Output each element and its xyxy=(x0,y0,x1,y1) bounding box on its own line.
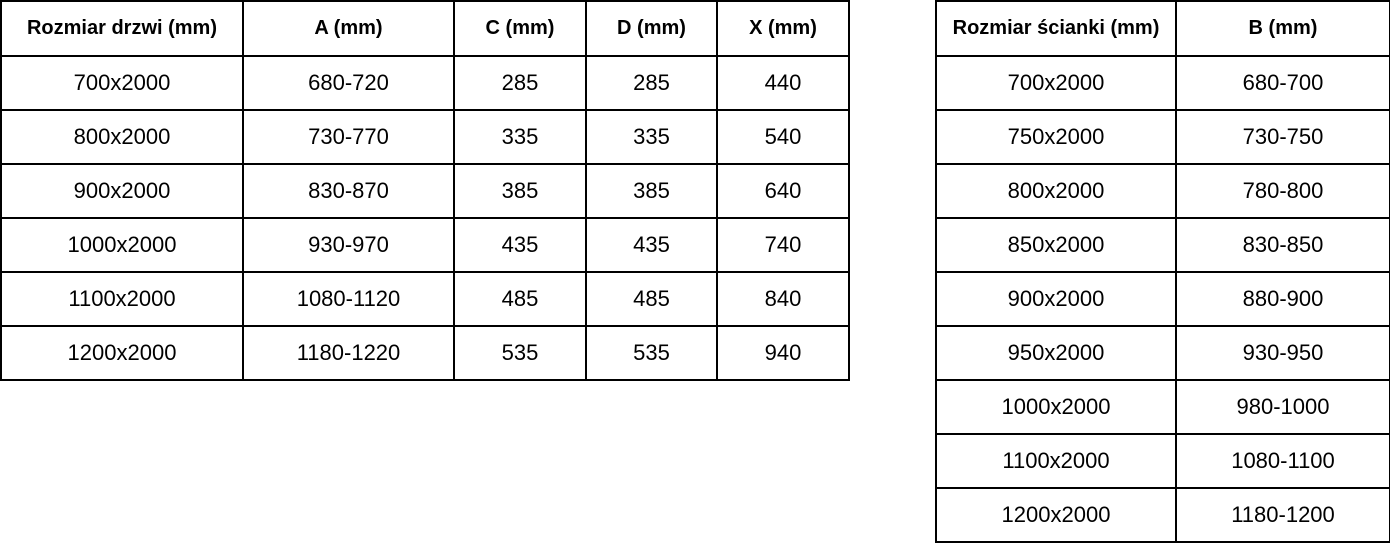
cell-d-value: 435 xyxy=(586,218,717,272)
cell-x-value: 540 xyxy=(717,110,849,164)
wall-table-header-size: Rozmiar ścianki (mm) xyxy=(936,1,1176,56)
cell-d-value: 285 xyxy=(586,56,717,110)
cell-door-size: 900x2000 xyxy=(1,164,243,218)
cell-x-value: 940 xyxy=(717,326,849,380)
cell-a-value: 680-720 xyxy=(243,56,454,110)
cell-c-value: 435 xyxy=(454,218,586,272)
cell-d-value: 485 xyxy=(586,272,717,326)
table-row xyxy=(936,56,1390,110)
table-row xyxy=(1,272,849,326)
table-row xyxy=(936,110,1390,164)
cell-a-value: 1080-1120 xyxy=(243,272,454,326)
table-row xyxy=(1,326,849,380)
door-table-header-row xyxy=(1,1,849,56)
cell-wall-size: 750x2000 xyxy=(936,110,1176,164)
table-row xyxy=(1,218,849,272)
cell-d-value: 385 xyxy=(586,164,717,218)
cell-b-value: 930-950 xyxy=(1176,326,1390,380)
cell-wall-size: 950x2000 xyxy=(936,326,1176,380)
cell-b-value: 880-900 xyxy=(1176,272,1390,326)
cell-b-value: 780-800 xyxy=(1176,164,1390,218)
cell-b-value: 1080-1100 xyxy=(1176,434,1390,488)
cell-b-value: 730-750 xyxy=(1176,110,1390,164)
cell-c-value: 285 xyxy=(454,56,586,110)
cell-door-size: 700x2000 xyxy=(1,56,243,110)
cell-a-value: 730-770 xyxy=(243,110,454,164)
door-table-header-c: C (mm) xyxy=(454,1,586,56)
door-table-header-size: Rozmiar drzwi (mm) xyxy=(1,1,243,56)
cell-wall-size: 1200x2000 xyxy=(936,488,1176,542)
door-size-table xyxy=(0,0,850,381)
door-table-header-d: D (mm) xyxy=(586,1,717,56)
cell-c-value: 485 xyxy=(454,272,586,326)
cell-door-size: 800x2000 xyxy=(1,110,243,164)
cell-d-value: 535 xyxy=(586,326,717,380)
table-row xyxy=(936,380,1390,434)
cell-door-size: 1000x2000 xyxy=(1,218,243,272)
cell-door-size: 1200x2000 xyxy=(1,326,243,380)
cell-a-value: 930-970 xyxy=(243,218,454,272)
door-table-header-x: X (mm) xyxy=(717,1,849,56)
cell-x-value: 840 xyxy=(717,272,849,326)
cell-c-value: 385 xyxy=(454,164,586,218)
cell-c-value: 535 xyxy=(454,326,586,380)
wall-table-header-b: B (mm) xyxy=(1176,1,1390,56)
table-row xyxy=(1,110,849,164)
wall-table-header-row xyxy=(936,1,1390,56)
table-row xyxy=(936,326,1390,380)
cell-a-value: 1180-1220 xyxy=(243,326,454,380)
table-row xyxy=(936,218,1390,272)
cell-wall-size: 1100x2000 xyxy=(936,434,1176,488)
cell-b-value: 830-850 xyxy=(1176,218,1390,272)
cell-d-value: 335 xyxy=(586,110,717,164)
cell-wall-size: 850x2000 xyxy=(936,218,1176,272)
cell-x-value: 740 xyxy=(717,218,849,272)
table-row xyxy=(1,56,849,110)
wall-panel-size-table xyxy=(935,0,1390,543)
cell-b-value: 980-1000 xyxy=(1176,380,1390,434)
cell-b-value: 1180-1200 xyxy=(1176,488,1390,542)
table-row xyxy=(936,164,1390,218)
cell-door-size: 1100x2000 xyxy=(1,272,243,326)
cell-wall-size: 1000x2000 xyxy=(936,380,1176,434)
table-row xyxy=(936,434,1390,488)
cell-wall-size: 800x2000 xyxy=(936,164,1176,218)
cell-x-value: 640 xyxy=(717,164,849,218)
cell-b-value: 680-700 xyxy=(1176,56,1390,110)
table-row xyxy=(936,488,1390,542)
door-table-header-a: A (mm) xyxy=(243,1,454,56)
table-row xyxy=(1,164,849,218)
cell-wall-size: 700x2000 xyxy=(936,56,1176,110)
cell-x-value: 440 xyxy=(717,56,849,110)
cell-a-value: 830-870 xyxy=(243,164,454,218)
cell-wall-size: 900x2000 xyxy=(936,272,1176,326)
cell-c-value: 335 xyxy=(454,110,586,164)
table-row xyxy=(936,272,1390,326)
